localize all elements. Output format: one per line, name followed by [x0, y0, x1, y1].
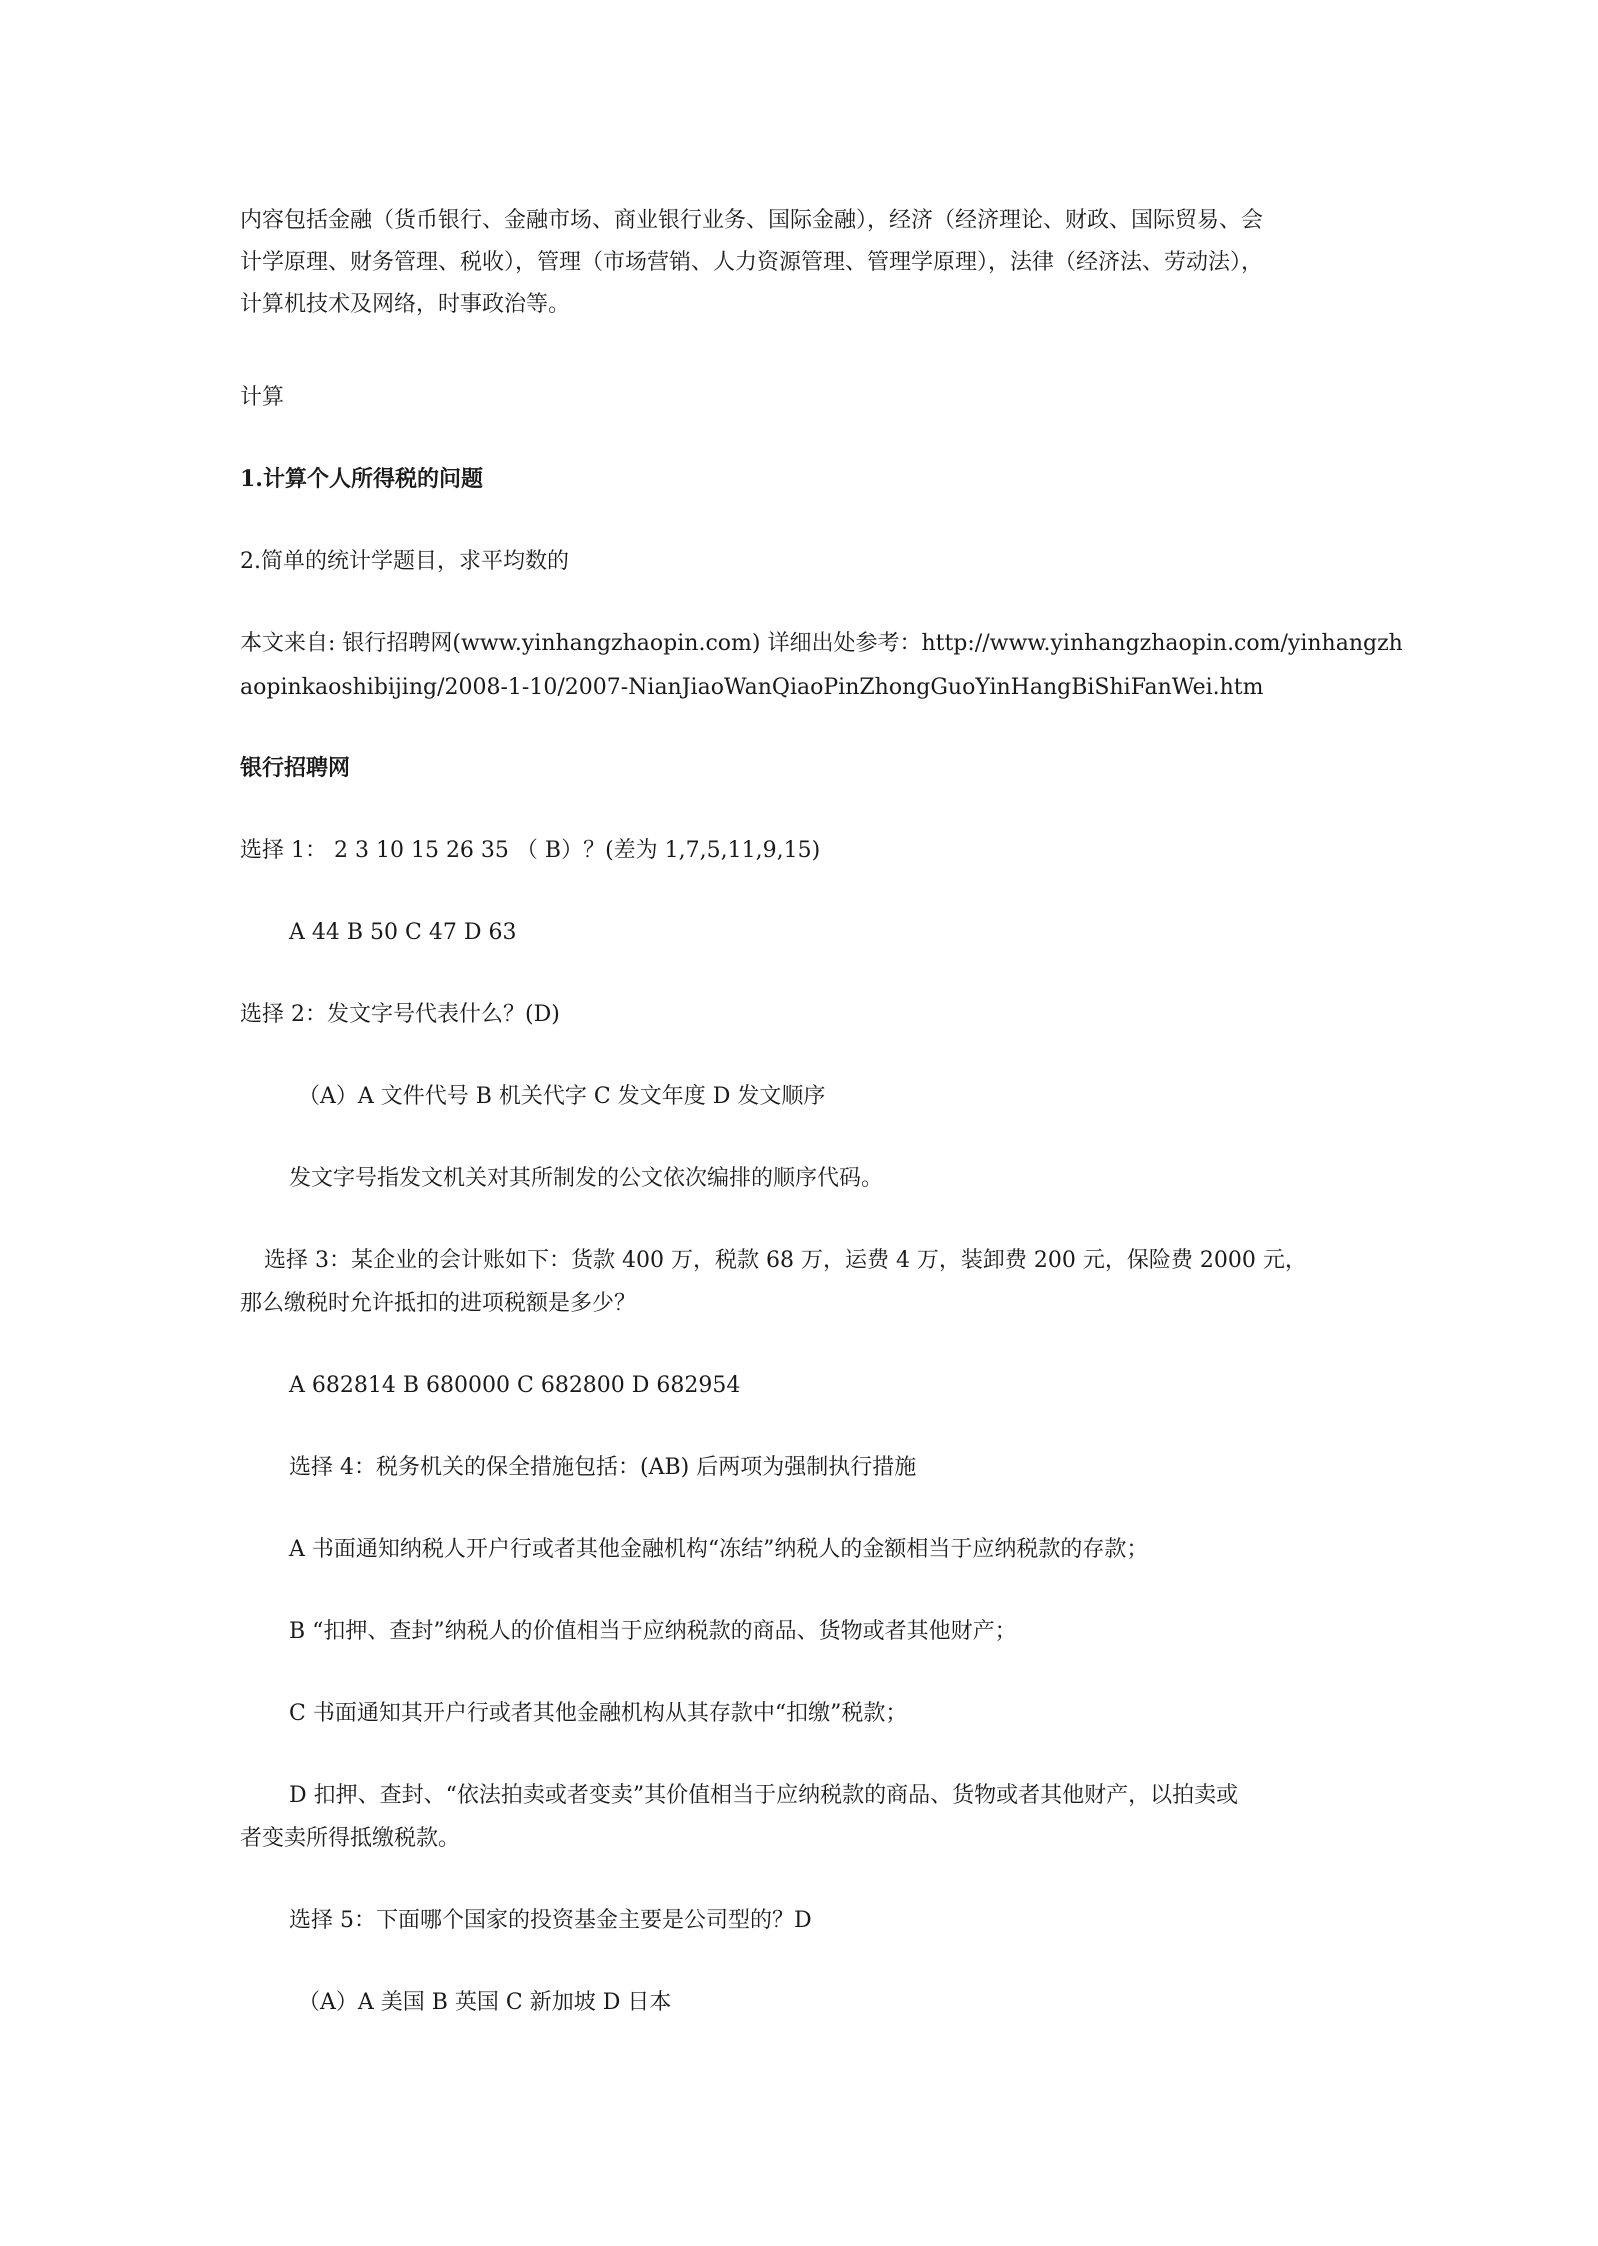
q3-options: A 682814 B 680000 C 682800 D 682954 — [289, 1373, 741, 1398]
q1-options: A 44 B 50 C 47 D 63 — [289, 920, 517, 945]
site-name: 银行招聘网 — [240, 755, 351, 781]
q5-options: （A）A 美国 B 英国 C 新加坡 D 日本 — [298, 1990, 672, 2015]
intro-line-2: 计学原理、财务管理、税收），管理（市场营销、人力资源管理、管理学原理），法律（经济法、劳动法）， — [240, 250, 1264, 275]
q4-question: 选择 4：税务机关的保全措施包括：(AB) 后两项为强制执行措施 — [289, 1455, 917, 1480]
q2-question: 选择 2：发文字号代表什么？(D) — [240, 1002, 560, 1027]
q1-question: 选择 1： 2 3 10 15 26 35 （ B）？(差为 1,7,5,11,9,15) — [240, 838, 821, 863]
intro-line-3: 计算机技术及网络，时事政治等。 — [240, 292, 571, 317]
q4-option-c: C 书面通知其开户行或者其他金融机构从其存款中“扣缴”税款； — [289, 1701, 908, 1726]
q4-option-a: A 书面通知纳税人开户行或者其他金融机构“冻结”纳税人的金额相当于应纳税款的存款； — [289, 1537, 1149, 1562]
calc-item-1: 1.计算个人所得税的问题 — [240, 466, 483, 492]
source-line-1: 本文来自: 银行招聘网(www.yinhangzhaopin.com) 详细出处参考：http://www.yinhangzhaopin.com/yinhangzh — [240, 631, 1403, 656]
q2-options: （A）A 文件代号 B 机关代字 C 发文年度 D 发文顺序 — [298, 1084, 826, 1109]
q3-question-line-2: 那么缴税时允许抵扣的进项税额是多少？ — [240, 1291, 637, 1316]
q2-explanation: 发文字号指发文机关对其所制发的公文依次编排的顺序代码。 — [289, 1166, 884, 1191]
calc-item-2: 2.简单的统计学题目，求平均数的 — [240, 549, 569, 574]
q3-question-line-1: 选择 3：某企业的会计账如下：货款 400 万，税款 68 万，运费 4 万，装卸费 200 元，保险费 2000 元， — [264, 1248, 1307, 1273]
q5-question: 选择 5：下面哪个国家的投资基金主要是公司型的？D — [289, 1908, 812, 1933]
calc-heading: 计算 — [240, 385, 285, 410]
source-line-2: aopinkaoshibijing/2008-1-10/2007-NianJiaoWanQiaoPinZhongGuoYinHangBiShiFanWei.htm — [240, 675, 1264, 700]
intro-line-1: 内容包括金融（货币银行、金融市场、商业银行业务、国际金融），经济（经济理论、财政、国际贸易、会 — [240, 208, 1264, 233]
q4-option-d-line-2: 者变卖所得抵缴税款。 — [240, 1826, 461, 1851]
q4-option-b: B “扣押、查封”纳税人的价值相当于应纳税款的商品、货物或者其他财产； — [289, 1619, 1017, 1644]
q4-option-d-line-1: D 扣押、查封、“依法拍卖或者变卖”其价值相当于应纳税款的商品、货物或者其他财产，以拍卖或 — [289, 1783, 1239, 1808]
